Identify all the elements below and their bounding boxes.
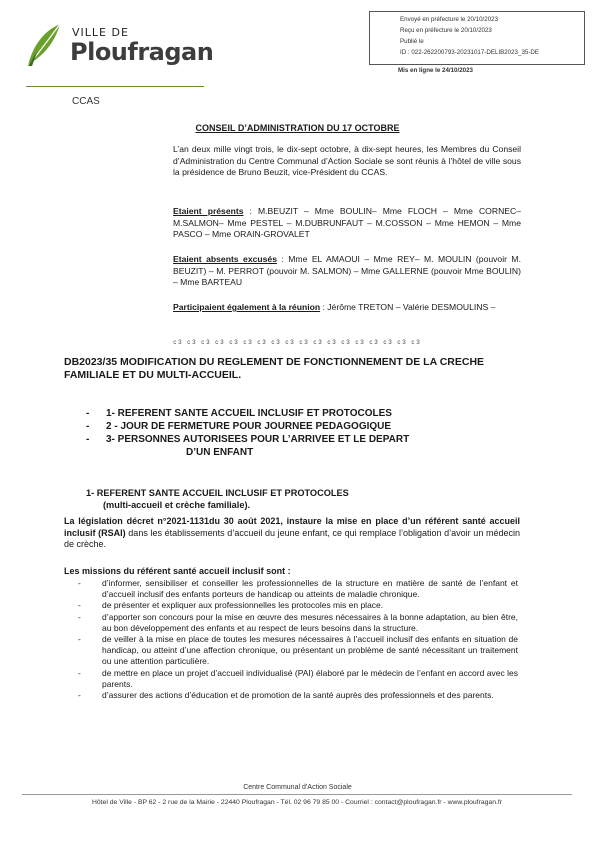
footer-address: Hôtel de Ville - BP 62 - 2 rue de la Mairie - 22440 Ploufragan - Tél. 02 96 79 85 00 - Courriel : contact@ploufragan.fr - www.ploufragan.fr [91, 799, 503, 806]
absents-paragraph [173, 254, 521, 289]
leaf-logo-icon [26, 22, 64, 68]
stamp-received: Reçu en préfecture le 20/10/2023 [400, 27, 492, 34]
list-item: - d’informer, sensibiliser et conseiller les professionnelles de la structure en matière de santé de l’enfant et d’accueil inclusif des enfants porteurs de handicap ou atteints de maladie chronique. [78, 578, 518, 600]
topic-item-continued: D’UN ENFANT [186, 447, 254, 458]
prefecture-stamp [369, 11, 585, 65]
list-item: - de présenter et expliquer aux professionnelles les protocoles mis en place. [78, 600, 384, 611]
stamp-online: Mis en ligne le 24/10/2023 [398, 67, 473, 74]
presents-label: Etaient présents [173, 206, 244, 216]
absents-label: Etaient absents excusés [173, 254, 277, 264]
list-item: - de veiller à la mise en place de toutes les mesures nécessaires à l’accueil inclusif des enfants en situation de handicap, ou atteint d’une affection chronique, ou présentant un problème de santé nécessitant un traitement ou une attention particulière. [78, 634, 518, 667]
absents-text: : Mme EL AMAOUI – Mme REY– M. MOULIN (pouvoir M. BEUZIT) – M. PERROT (pouvoir M. SALMON) – Mme GALLERNE (pouvoir Mme BOULIN) – Mme BARTEAU [173, 254, 521, 287]
list-item: - de mettre en place un projet d’accueil individualisé (PAI) élaboré par le médecin de l’enfant en accord avec les parents. [78, 667, 518, 689]
topics-list [86, 407, 516, 459]
missions-title: Les missions du référent santé accueil inclusif sont : [64, 566, 291, 576]
topic-item: - 1- REFERENT SANTE ACCUEIL INCLUSIF ET PROTOCOLES [86, 408, 392, 419]
participants-label: Participaient également à la réunion [173, 302, 321, 312]
legislation-paragraph: La législation décret n°2021-1131du 30 août 2021, instaure la mise en place d’un référent santé accueil inclusif (RSAI) dans les établissements d’accueil du jeune enfant, ce qui remplace l’obligation d’avoir un médecin de crèche. [64, 516, 520, 549]
section-1-heading: 1- REFERENT SANTE ACCUEIL INCLUSIF ET PROTOCOLES (multi-accueil et crèche familiale). [86, 488, 349, 510]
stamp-id: ID : 022-262200793-20231017-DELIB2023_35-DE [400, 49, 539, 56]
list-item: - d’apporter son concours pour la mise en œuvre des mesures nécessaires à la bonne adaptation, au bien être, au bon développement des enfants et au respect de leurs besoins dans la structure. [78, 611, 518, 633]
intro-paragraph: L’an deux mille vingt trois, le dix-sept octobre, à dix-sept heures, les Membres du Conseil d’Administration du Centre Communal d’Action Sociale se sont réunis à l’hôtel de ville sous la présidence de Bruno Beuzit, vice-Président du CCAS. [173, 144, 521, 177]
presents-paragraph [173, 206, 521, 241]
page-title: CONSEIL D’ADMINISTRATION DU 17 OCTOBRE [195, 123, 400, 133]
stamp-published: Publié le [400, 38, 424, 45]
logo-ploufragan: Ploufragan [70, 38, 214, 66]
logo-ville-de: VILLE DE [72, 26, 129, 39]
separator: ᴄ3 ᴄ3 ᴄ3 ᴄ3 ᴄ3 ᴄ3 ᴄ3 ᴄ3 ᴄ3 ᴄ3 ᴄ3 ᴄ3 ᴄ3 ᴄ3 ᴄ3 ᴄ3 ᴄ3 ᴄ3 [173, 340, 422, 346]
missions-list [78, 578, 518, 701]
participants-paragraph [173, 302, 521, 314]
presents-text: : M.BEUZIT – Mme BOULIN– Mme FLOCH – Mme CORNEC– M.SALMON– Mme PESTEL – M.DUBRUNFAUT – M.COSSON – Mme HEMON – Mme PASCO – Mme ORAIN-GROVALET [173, 206, 521, 239]
list-item: - d’assurer des actions d’éducation et de promotion de la santé auprès des professionnels et des parents. [78, 690, 494, 701]
topic-item: - 2 - JOUR DE FERMETURE POUR JOURNEE PEDAGOGIQUE [86, 421, 392, 432]
org-ccas: CCAS [72, 96, 100, 107]
stamp-sent: Envoyé en préfecture le 20/10/2023 [400, 16, 499, 23]
participants-text: : Jérôme TRETON – Valérie DESMOULINS – [320, 302, 496, 312]
topic-item: - 3- PERSONNES AUTORISEES POUR L’ARRIVEE ET LE DEPART [86, 434, 410, 445]
deliberation-heading: DB2023/35 MODIFICATION DU REGLEMENT DE FONCTIONNEMENT DE LA CRECHE FAMILIALE ET DU MULTI-ACCUEIL. [64, 356, 485, 381]
footer-divider [22, 794, 572, 795]
footer-org: Centre Communal d’Action Sociale [243, 784, 352, 791]
logo-divider [26, 86, 204, 87]
